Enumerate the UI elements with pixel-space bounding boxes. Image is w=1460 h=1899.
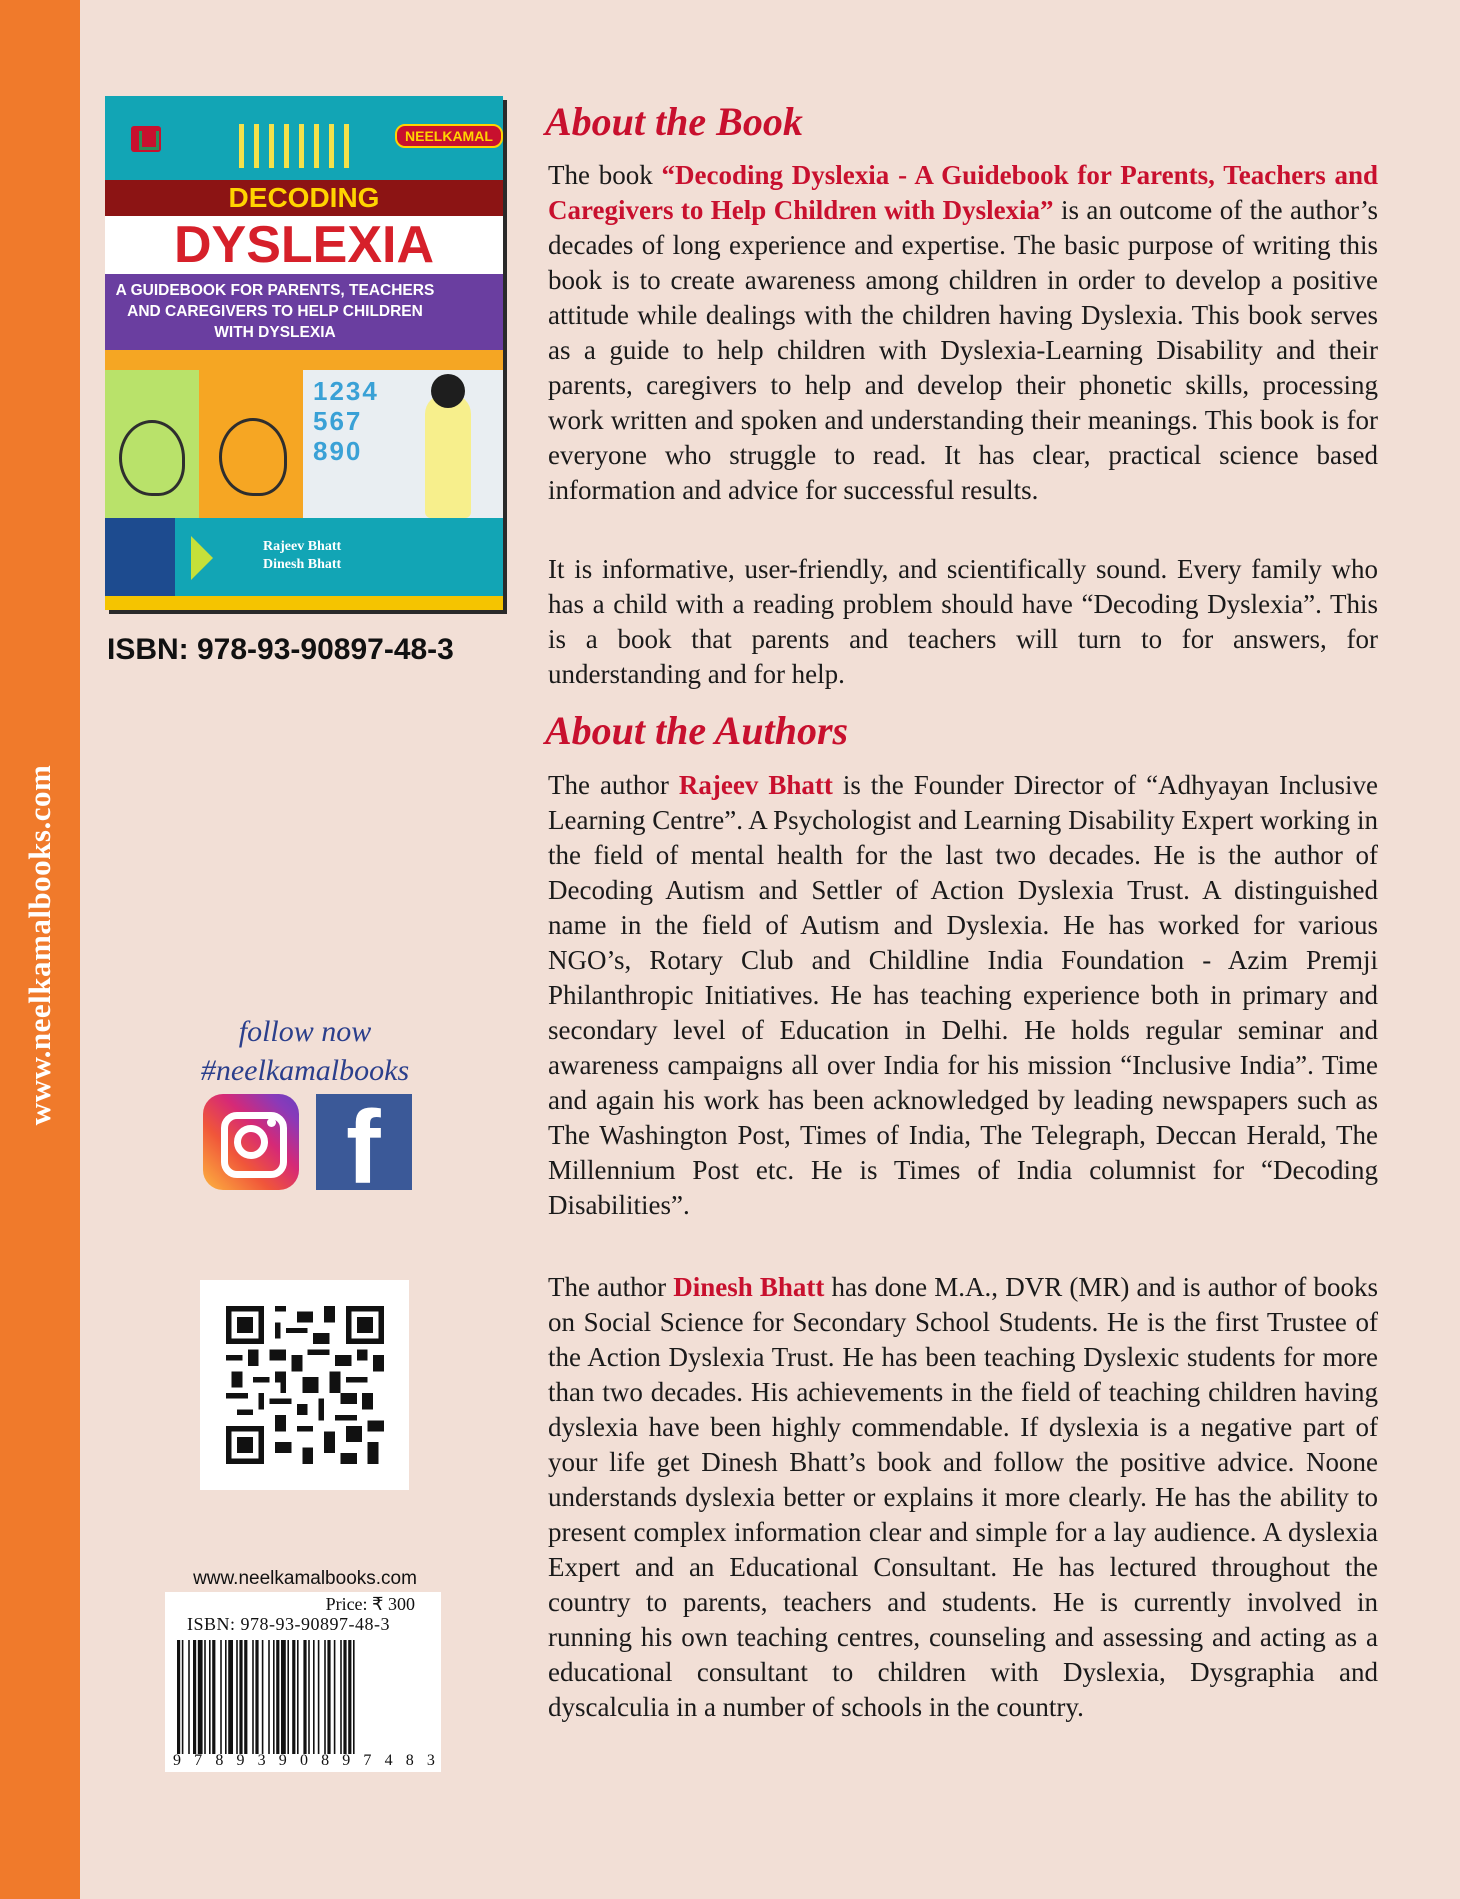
barcode-bar [318, 1640, 320, 1754]
barcode-isbn: ISBN: 978-93-90897-48-3 [187, 1614, 390, 1634]
cover-authors [263, 538, 341, 574]
barcode-bar [287, 1640, 289, 1754]
instagram-icon[interactable] [203, 1094, 299, 1190]
brain-outline-icon [219, 418, 287, 496]
about-book-paragraph-1 [548, 158, 1378, 508]
barcode-bar [327, 1640, 330, 1754]
barcode-card [165, 1592, 441, 1772]
barcode-bar [236, 1640, 238, 1754]
barcode-bar [340, 1640, 342, 1754]
barcode-bar [177, 1640, 180, 1754]
barcode-bar [297, 1640, 299, 1754]
barcode-bar [348, 1640, 351, 1754]
barcode-bar [212, 1640, 215, 1754]
isbn-label: ISBN: 978-93-90897-48-3 [107, 633, 454, 666]
barcode-bar [262, 1640, 264, 1754]
barcode-bar [252, 1640, 254, 1754]
barcode-digits [173, 1752, 435, 1770]
barcode-icon [175, 1640, 431, 1754]
barcode-digit: 9 [173, 1752, 181, 1769]
barcode-bar [188, 1640, 190, 1754]
cover-stripe [105, 350, 503, 370]
barcode-bar [334, 1640, 336, 1754]
head-outline-icon [119, 420, 185, 496]
hashtag-text: #neelkamalbooks [200, 1054, 410, 1087]
barcode-digit: 3 [257, 1752, 266, 1769]
barcode-bar [239, 1640, 242, 1754]
barcode-digit: 9 [278, 1752, 287, 1769]
barcode-bar [276, 1640, 279, 1754]
chevron-right-icon [191, 536, 213, 580]
cover-footer-band [105, 596, 503, 610]
barcode-digit: 3 [426, 1752, 435, 1769]
barcode-digit: 8 [405, 1752, 414, 1769]
barcode-bar [313, 1640, 315, 1754]
barcode-bar [303, 1640, 306, 1754]
cover-author-1: Rajeev Bhatt [263, 539, 342, 554]
author-2-prefix: The author [548, 1272, 674, 1302]
barcode-bar [308, 1640, 310, 1754]
facebook-icon[interactable]: f [316, 1094, 412, 1190]
barcode-bar [281, 1640, 286, 1754]
about-book-p1-rest: is an outcome of the author’s decades of long experience and expertise. The basic purpose of writing this book is to create awareness among children in order to develop a positive attitude while dealings with the children having Dyslexia. This book serves as a guide to help children with Dyslexia-Learning Disability and their parents, caregivers to help and develop their phonetic skills, processing work written and spoken and understanding their meanings. This book is for everyone who struggle to read. It has clear, practical science based information and advice for successful results. [548, 195, 1378, 505]
barcode-bar [204, 1640, 206, 1754]
cover-art-panel-left [105, 370, 199, 518]
cover-numbers-art: 1234 567 890 [313, 376, 379, 466]
barcode-digit: 7 [363, 1752, 372, 1769]
spine-website: www.neelkamalbooks.com [22, 764, 57, 1126]
barcode-bar [343, 1640, 346, 1754]
qr-code-icon [226, 1306, 384, 1464]
barcode-bar [182, 1640, 184, 1754]
barcode-bar [353, 1640, 355, 1754]
author-1-bio: is the Founder Director of “Adhyayan Inclusive Learning Centre”. A Psychologist and Learning Disability Expert working in the field of mental health for the last two decades. He is the author of Decoding Autism and Settler of Action Dyslexia Trust. A distinguished name in the field of Autism and Dyslexia. He has worked for various NGO’s, Rotary Club and Childline India Foundation - Azim Premji Philanthropic Initiatives. He has teaching experience both in primary and secondary level of Education in Delhi. He holds regular seminar and awareness campaigns all over India for his mission “Inclusive India”. Time and again his work has been acknowledged by leading newspapers such as The Washington Post, Times of India, The Telegraph, Deccan Herald, The Millennium Post etc. He is Times of India columnist for “Decoding Disabilities”. [548, 770, 1378, 1220]
cover-publisher-badge: NEELKAMAL [395, 124, 503, 148]
barcode-bar [225, 1640, 227, 1754]
barcode-bar [255, 1640, 258, 1754]
author-2-bio: has done M.A., DVR (MR) and is author of books on Social Science for Secondary School Students. He is the first Trustee of the Action Dyslexia Trust. He has been teaching Dyslexic students for more than two decades. His achievements in the field of teaching children having dyslexia have been highly commendable. If dyslexia is a negative part of your life get Dinesh Bhatt’s book and follow the positive advice. Noone understands dyslexia better or explains it more clearly. He has the ability to present complex information clear and simple for a lay audience. A dyslexia Expert and an Educational Consultant. He has lectured throughout the country to parents, teachers and students. He is currently involved in running his own teaching centres, counseling and assessing and acting as a educational consultant to children with Dyslexia, Dysgraphia and dyscalculia in a number of schools in the country. [548, 1272, 1379, 1722]
author-2-paragraph [548, 1270, 1378, 1725]
about-book-p1-prefix: The book [548, 160, 662, 190]
about-authors-heading: About the Authors [545, 708, 849, 753]
barcode-bar [209, 1640, 211, 1754]
barcode-bar [198, 1640, 203, 1754]
price-label: Price: ₹ 300 [325, 1594, 415, 1614]
barcode-bar [244, 1640, 247, 1754]
cover-author-2: Dinesh Bhatt [263, 557, 342, 572]
author-2-name: Dinesh Bhatt [673, 1272, 825, 1302]
book-cover-thumbnail [105, 96, 503, 610]
book-title-highlight: “Decoding Dyslexia - A Guidebook for Parents, Teachers and Caregivers to Help Children with Dyslexia” [548, 160, 1379, 225]
barcode-digit: 8 [215, 1752, 224, 1769]
cover-subtitle: A GUIDEBOOK FOR PARENTS, TEACHERS AND CAREGIVERS TO HELP CHILDREN WITH DYSLEXIA [115, 282, 435, 341]
barcode-bar [273, 1640, 275, 1754]
cover-title-line2: DYSLEXIA [105, 216, 503, 274]
barcode-bar [220, 1640, 222, 1754]
spine [0, 0, 80, 1899]
barcode-bar [193, 1640, 196, 1754]
barcode-website: www.neelkamalbooks.com [193, 1568, 417, 1589]
about-book-heading: About the Book [545, 99, 803, 144]
qr-code-card [200, 1280, 409, 1490]
barcode-digit: 7 [194, 1752, 203, 1769]
barcode-digit: 0 [299, 1752, 308, 1769]
cover-decorative-bars [239, 124, 355, 168]
author-1-name: Rajeev Bhatt [678, 770, 833, 800]
follow-now-text: follow now [238, 1015, 372, 1048]
barcode-digit: 4 [384, 1752, 393, 1769]
cover-title-line1: DECODING [228, 182, 380, 213]
author-1-prefix: The author [548, 770, 679, 800]
cover-girl-figure [425, 394, 471, 518]
barcode-bar [292, 1640, 295, 1754]
barcode-digit: 8 [321, 1752, 330, 1769]
barcode-digit: 9 [342, 1752, 351, 1769]
cover-art-panel-middle [199, 370, 303, 518]
publisher-logo-icon [131, 126, 161, 152]
about-book-paragraph-2: It is informative, user-friendly, and scientifically sound. Every family who has a child with a reading problem should have “Decoding Dyslexia”. This is a book that parents and teachers will turn to for answers, for understanding and for help. [548, 554, 1378, 689]
barcode-bar [324, 1640, 326, 1754]
barcode-bar [268, 1640, 270, 1754]
author-1-paragraph [548, 768, 1378, 1223]
barcode-bar [228, 1640, 233, 1754]
barcode-digit: 9 [236, 1752, 245, 1769]
cover-illustration [105, 370, 503, 518]
